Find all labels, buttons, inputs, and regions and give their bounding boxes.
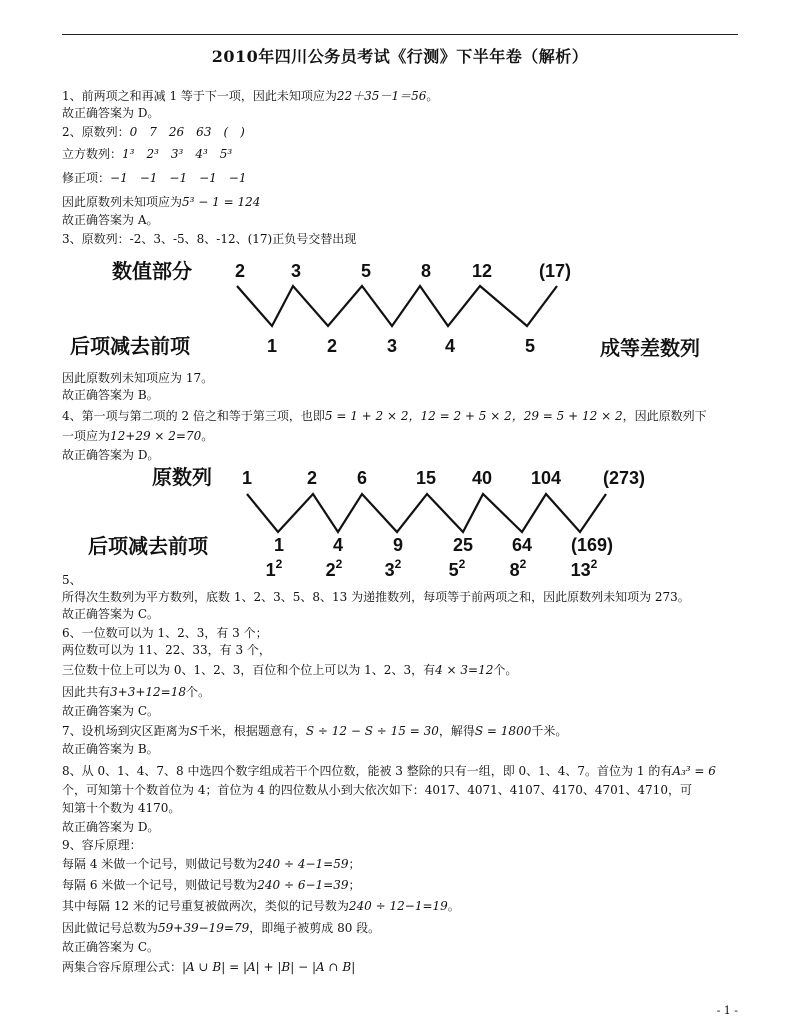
q5-line: 5、 [62,573,82,587]
q3-result-line: 因此原数列未知项应为 17。 [62,371,214,385]
diagram-1 [0,250,800,365]
diagram-1-bottom-label: 后项减去前项 [70,334,190,358]
q8-line: 8、从 0、1、4、7、8 中选四个数字组成若干个四位数，能被 3 整除的只有一组，即 0、1、4、7。首位为 1 的有A₃³ = 6 [62,764,716,778]
q9-formula-line: 两集合容斥原理公式：|A ∪ B| = |A| + |B| − |A ∩ B| [62,960,356,974]
q9-answer: 故正确答案为 C。 [62,940,159,954]
diagram-2-square-exponent: 2 [458,557,466,571]
diagram-1-bottom-value: 1 [266,336,278,356]
diagram-2-top-value: 1 [241,468,253,488]
diagram-1-bottom-value: 3 [386,336,398,356]
q6-line-2: 两位数可以为 11、22、33，有 3 个， [62,643,271,657]
diagram-2-bottom-value: 9 [392,535,404,555]
diagram-1-zigzag [237,286,557,326]
diagram-2-square-exponent: 2 [394,557,402,571]
diagram-2-top-value: 2 [306,468,318,488]
q9-line-2: 每隔 4 米做一个记号，则做记号数为240 ÷ 4−1=59； [62,857,361,871]
diagram-1-top-values [235,261,571,281]
diagram-2 [0,462,800,582]
diagram-2-square-base: $13^2$ [570,557,598,580]
diagram-2-square-base: $2^2$ [325,557,343,580]
q6-line-3: 三位数十位上可以为 0、1、2、3，百位和个位上可以为 1、2、3，有4 × 3=12个。 [62,663,518,677]
diagram-2-top-value: 6 [356,468,368,488]
diagram-1-top-value: 5 [360,261,372,281]
diagram-1-right-label: 成等差数列 [600,336,700,360]
q4-answer: 故正确答案为 D。 [62,448,160,462]
diagram-2-top-values [242,468,645,488]
diagram-2-zigzag [247,494,606,532]
diagram-2-top-value: 15 [415,468,437,488]
diagram-2-square-exponent: 2 [275,557,283,571]
q1-line: 1、前两项之和再减 1 等于下一项，因此未知项应为22＋35－1＝56。 [62,89,439,103]
diagram-2-bottom-values [274,535,613,555]
diagram-2-square-exponent: 2 [590,557,598,571]
diagram-2-square-exponent: 2 [335,557,343,571]
q2-result-line: 因此原数列未知项应为5³ − 1 = 124 [62,195,261,209]
diagram-1-top-value: (17) [538,261,572,281]
q6-line-4: 因此共有3+3+12=18个。 [62,685,211,699]
page-title: 2010年四川公务员考试《行测》下半年卷（解析） [211,47,589,66]
q8-line-3: 知第十个数为 4170。 [62,801,181,815]
diagram-2-bottom-value: 1 [273,535,285,555]
header-rule [62,34,738,35]
q8-answer: 故正确答案为 D。 [62,820,160,834]
diagram-1-bottom-values [267,336,535,356]
q9-line: 9、容斥原理： [62,838,142,852]
diagram-1-bottom-value: 5 [524,336,536,356]
q6-answer: 故正确答案为 C。 [62,704,159,718]
diagram-1-top-value: 3 [290,261,302,281]
q2-answer: 故正确答案为 A。 [62,213,159,227]
diagram-1-top-value: 12 [471,261,493,281]
diagram-2-square-base: $5^2$ [448,557,466,580]
diagram-1-svg [0,250,800,365]
diagram-2-bottom-value: 64 [511,535,533,555]
q2-cube-line: 立方数列：1³ 2³ 3³ 4³ 5³ [62,147,233,161]
q5-text: 所得次生数列为平方数列，底数 1、2、3、5、8、13 为递推数列，每项等于前两项之和，因此原数列未知项为 273。 [62,590,690,604]
diagram-2-top-value: (273) [602,468,646,488]
q3-line: 3、原数列：-2、3、-5、8、-12、(17)正负号交替出现 [62,232,357,246]
diagram-1-bottom-value: 4 [444,336,456,356]
diagram-2-bottom-value: 4 [332,535,344,555]
q7-line: 7、设机场到灾区距离为S千米，根据题意有，S ÷ 12 − S ÷ 15 = 30，解得S = 1800千米。 [62,724,568,738]
diagram-2-square-base: $8^2$ [509,557,527,580]
diagram-2-top-value: 40 [471,468,493,488]
q2-line: 2、原数列：0 7 26 63 ( ) [62,125,245,139]
diagram-2-squares [266,557,598,580]
diagram-2-svg [0,462,800,582]
diagram-1-top-label: 数值部分 [112,259,192,283]
page-number: - 1 - [716,1004,738,1017]
diagram-1-bottom-value: 2 [326,336,338,356]
diagram-2-bottom-value: (169) [570,535,614,555]
diagram-2-bottom-value: 25 [452,535,474,555]
diagram-2-top-label: 原数列 [152,465,212,489]
q7-answer: 故正确答案为 B。 [62,742,159,756]
q9-line-3: 每隔 6 米做一个记号，则做记号数为240 ÷ 6−1=39； [62,878,361,892]
diagram-2-top-value: 104 [530,468,562,488]
diagram-1-top-value: 2 [234,261,246,281]
diagram-2-square-exponent: 2 [519,557,527,571]
q6-line: 6、一位数可以为 1、2、3，有 3 个； [62,626,268,640]
q5-answer: 故正确答案为 C。 [62,607,159,621]
q9-line-5: 因此做记号总数为59+39−19=79，即绳子被剪成 80 段。 [62,921,381,935]
q9-line-4: 其中每隔 12 米的记号重复被做两次，类似的记号数为240 ÷ 12−1=19。 [62,899,460,913]
diagram-2-bottom-label: 后项减去前项 [88,534,208,558]
diagram-2-square-base: $3^2$ [384,557,402,580]
q3-answer: 故正确答案为 B。 [62,388,159,402]
q1-answer: 故正确答案为 D。 [62,106,160,120]
q2-correction-line: 修正项：−1 −1 −1 −1 −1 [62,171,247,185]
q8-line-2: 个，可知第十个数首位为 4；首位为 4 的四位数从小到大依次如下：4017、4071、4107、4170、4701、4710，可 [62,783,692,797]
diagram-2-square-base: $1^2$ [265,557,283,580]
q4-line-2: 一项应为12+29 × 2=70。 [62,429,214,443]
q4-line: 4、第一项与第二项的 2 倍之和等于第三项，也即5 = 1 + 2 × 2，12 = 2 + 5 × 2，29 = 5 + 12 × 2，因此原数列下 [62,409,707,423]
diagram-1-top-value: 8 [420,261,432,281]
